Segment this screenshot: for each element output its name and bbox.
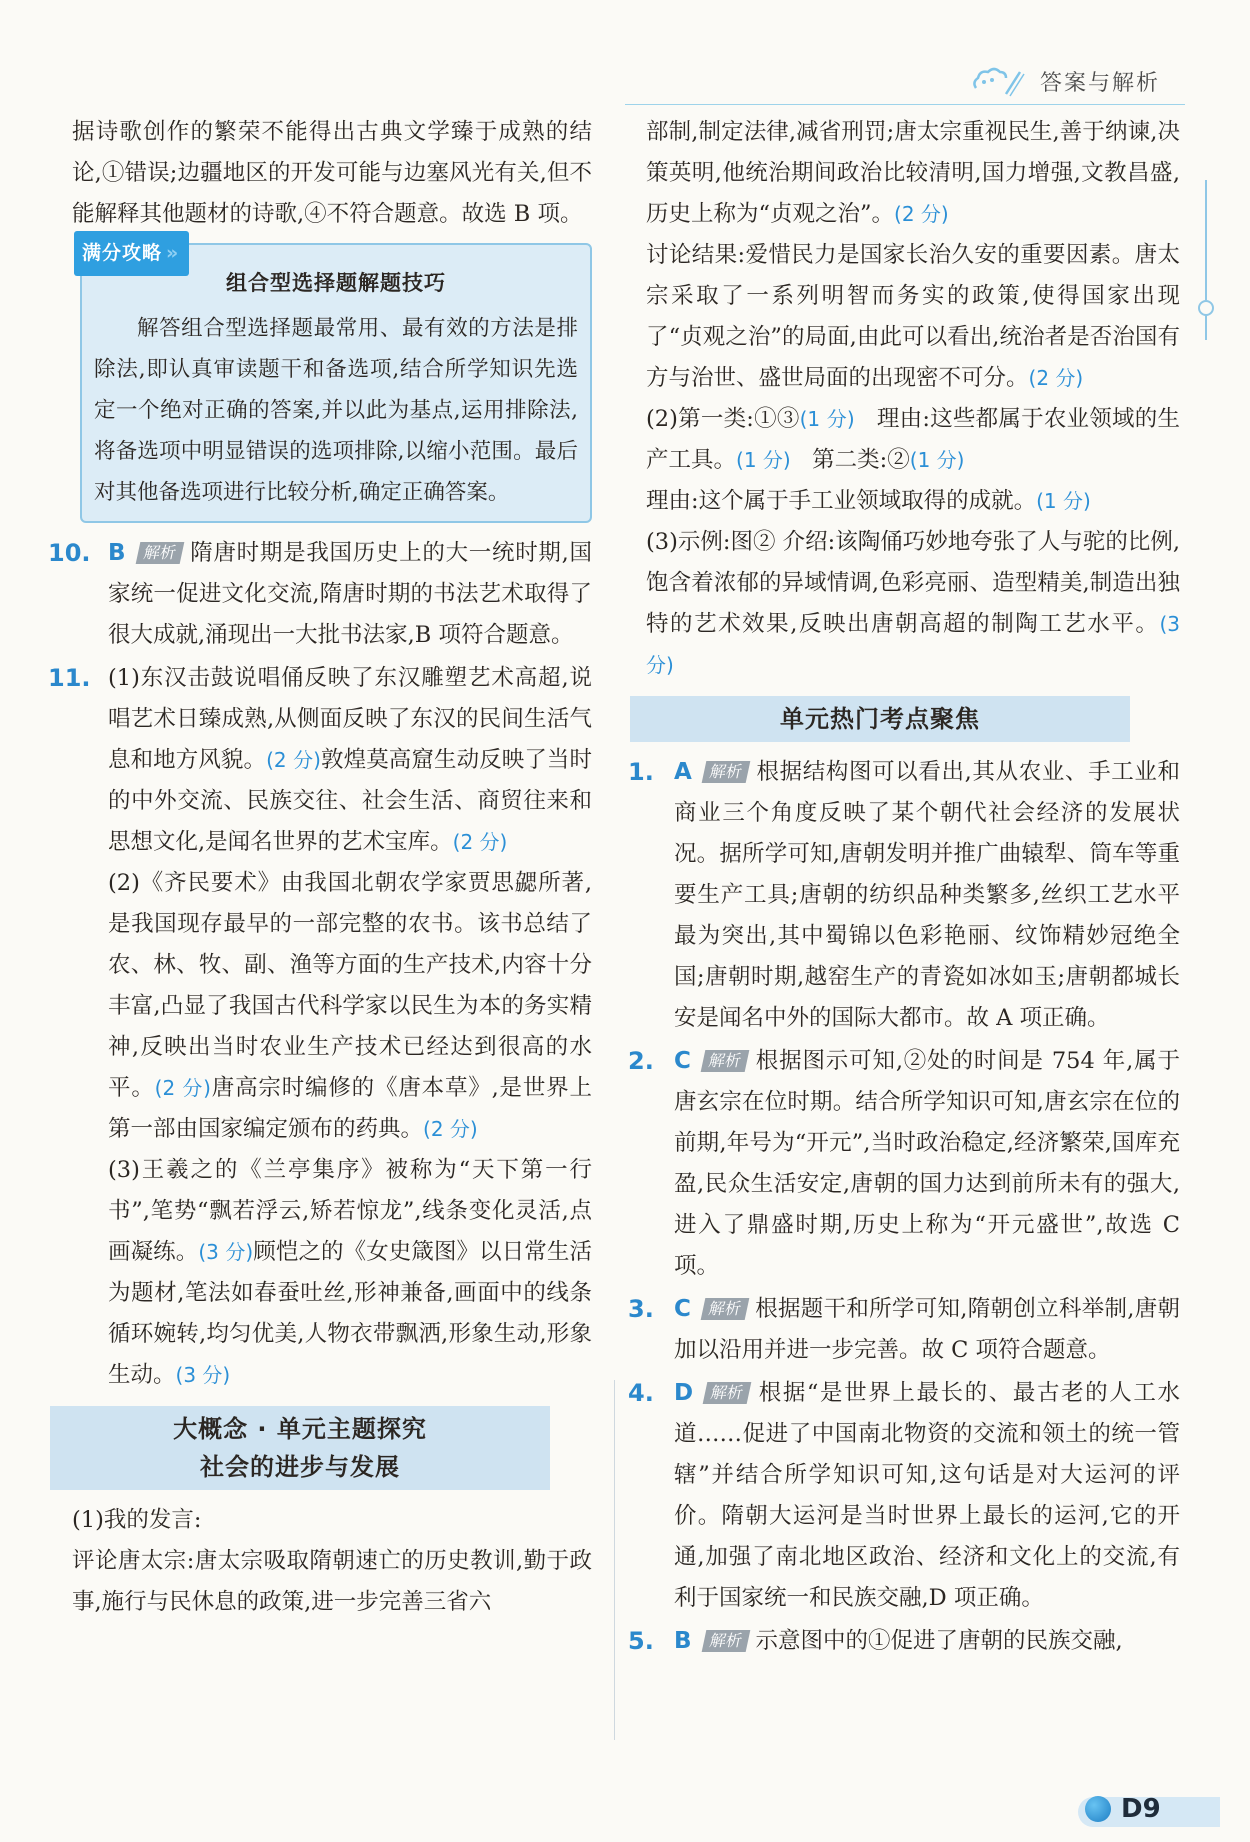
score: (2 分) [154,1076,211,1100]
tip-title: 组合型选择题解题技巧 [226,271,446,295]
question-number: 1. [628,758,654,786]
page-dot-icon [1085,1796,1111,1822]
header-title: 答案与解析 [1039,70,1160,96]
part2-second-text: 第二类:② [812,447,910,473]
hot-item-1 [628,752,1180,1039]
question-number: 2. [628,1047,654,1075]
q11-part3 [108,1150,592,1396]
tip-box [80,243,592,523]
left-column [48,112,592,1623]
part2-second-reason-text: 理由:这个属于手工业领域取得的成就。 [646,488,1037,514]
q11-p3-text: (3)王羲之的《兰亭集序》被称为“天下第一行书”,笔势“飘若浮云,矫若惊龙”,线条变化灵活,点画凝练。 [108,1157,592,1265]
score: (3 分) [175,1363,231,1387]
score: (3 分) [198,1240,254,1264]
speech-cont-text: 部制,制定法律,减省刑罚;唐太宗重视民生,善于纳谏,决策英明,他统治期间政治比较清明,国力增强,文教昌盛,历史上称为“贞观之治”。 [646,119,1180,227]
q9-continuation: 据诗歌创作的繁荣不能得出古典文学臻于成熟的结论,①错误;边疆地区的开发可能与边塞风光有关,但不能解释其他题材的诗歌,④不符合题意。故选 B 项。 [72,119,592,227]
score: (2 分) [423,1117,478,1141]
question-number: 4. [628,1379,654,1407]
question-number: 5. [628,1627,654,1655]
analysis-text: 示意图中的①促进了唐朝的民族交融, [755,1628,1123,1654]
hot-item-3 [628,1289,1180,1371]
part2-first [646,399,1180,481]
question-body [674,1289,1180,1371]
score: (2 分) [1028,366,1084,390]
hot-item-4 [628,1373,1180,1619]
question-body [108,533,592,656]
part3-text: (3)示例:图② 介绍:该陶俑巧妙地夸张了人与驼的比例,饱含着浓郁的异域情调,色彩亮丽、造型精美,制造出独特的艺术效果,反映出唐朝高超的制陶工艺水平。 [646,529,1180,637]
hot-item-5 [628,1621,1180,1662]
analysis-tag: 解析 [701,1298,750,1320]
answer-letter: B [108,540,126,566]
analysis-text: 根据“是世界上最长的、最古老的人工水道……促进了中国南北物资的交流和领土的统一管辖”并结合所学知识可知,这句话是对大运河的评价。隋朝大运河是当时世界上最长的运河,它的开通,加强了南北地区政治、经济和文化上的交流,有利于国家统一和民族交融,D 项正确。 [674,1380,1180,1611]
speech-continuation [646,112,1180,235]
question-body [674,1373,1180,1619]
q11-part2 [108,863,592,1150]
part2-second-reason [646,481,1180,522]
analysis-tag: 解析 [701,761,750,783]
question-10 [48,533,592,656]
q11-p2-text: (2)《齐民要术》由我国北朝农学家贾思勰所著,是我国现存最早的一部完整的农书。该书总结了农、林、牧、副、渔等方面的生产技术,内容十分丰富,凸显了我国古代科学家以民生为本的务实精神,反映出当时农业生产技术已经达到很高的水平。 [108,870,592,1101]
page-header [970,58,1160,104]
analysis-tag: 解析 [701,1630,750,1652]
score: (2 分) [452,830,508,854]
theme-banner-line1: 大概念 · 单元主题探究 [173,1415,427,1443]
question-number: 11. [48,664,91,692]
discussion-text: 讨论结果:爱惜民力是国家长治久安的重要因素。唐太宗采取了一系列明智而务实的政策,使得国家出现了“贞观之治”的局面,由此可以看出,统治者是否治国有方与治世、盛世局面的出现密不可分。 [646,242,1180,391]
q11-p3b-text: 顾恺之的《女史箴图》以日常生活为题材,笔法如春蚕吐丝,形神兼备,画面中的线条循环婉转,均匀优美,人物衣带飘洒,形象生动,形象生动。 [108,1239,592,1388]
answer-letter: A [674,759,692,785]
hot-topics-banner: 单元热门考点聚焦 [630,696,1130,742]
answer-letter: D [674,1380,694,1406]
q11-p1b-text: 敦煌莫高窟生动反映了当时的中外交流、民族交往、社会生活、商贸往来和思想文化,是闻名世界的艺术宝库。 [108,747,592,855]
page-number [1085,1794,1161,1824]
question-body [108,658,592,1396]
part2-first-reason: 理由:这些都属于农业领域的生产工具。 [646,406,1180,473]
question-body [674,1041,1180,1287]
discussion-result [646,235,1180,399]
score: (1 分) [736,448,791,472]
answer-letter: C [674,1048,691,1074]
q11-part1 [108,658,592,863]
question-body [674,752,1180,1039]
theme-banner-line2: 社会的进步与发展 [200,1453,400,1481]
score: (2 分) [266,748,321,772]
analysis-text: 隋唐时期是我国历史上的大一统时期,国家统一促进文化交流,隋唐时期的书法艺术取得了很大成就,涌现出一大批书法家,B 项符合题意。 [108,540,592,648]
header-rule [625,104,1185,105]
question-body [674,1621,1180,1662]
score: (1 分) [1036,489,1091,513]
speech-label: (1)我的发言: [72,1507,202,1533]
tip-badge: 满分攻略 » [74,231,189,276]
tip-text: 解答组合型选择题最常用、最有效的方法是排除法,即认真审读题干和备选项,结合所学知识先选定一个绝对正确的答案,并以此为基点,运用排除法,将备选项中明显错误的选项排除,以缩小范围。最后对其他备选项进行比较分析,确定正确答案。 [94,316,578,505]
analysis-text: 根据题干和所学可知,隋朝创立科举制,唐朝加以沿用并进一步完善。故 C 项符合题意。 [674,1296,1180,1363]
question-number: 10. [48,539,91,567]
part2-first-text: (2)第一类:①③ [646,406,800,432]
q11-p1-text: (1)东汉击鼓说唱俑反映了东汉雕塑艺术高超,说唱艺术日臻成熟,从侧面反映了东汉的民间生活气息和地方风貌。 [108,665,592,773]
theme-banner [50,1406,550,1490]
cloud-pencil-icon [970,64,1026,98]
part3 [646,522,1180,686]
analysis-tag: 解析 [135,542,184,564]
hot-item-2 [628,1041,1180,1287]
question-number: 3. [628,1295,654,1323]
score: (3 分) [646,612,1180,677]
analysis-tag: 解析 [701,1050,750,1072]
score: (2 分) [894,202,949,226]
analysis-text: 根据图示可知,②处的时间是 754 年,属于唐玄宗在位时期。结合所学知识可知,唐玄宗在位的前期,年号为“开元”,当时政治稳定,经济繁荣,国库充盈,民众生活安定,唐朝的国力达到前所未有的强大,进入了鼎盛时期,历史上称为“开元盛世”,故选 C 项。 [674,1048,1180,1279]
analysis-text: 根据结构图可以看出,其从农业、手工业和商业三个角度反映了某个朝代社会经济的发展状况。据所学可知,唐朝发明并推广曲辕犁、筒车等重要生产工具;唐朝的纺织品种类繁多,丝织工艺水平最为突出,其中蜀锦以色彩艳丽、纹饰精妙冠绝全国;唐朝时期,越窑生产的青瓷如冰如玉;唐朝都城长安是闻名中外的国际大都市。故 A 项正确。 [674,759,1180,1031]
answer-letter: B [674,1628,692,1654]
score: (1 分) [799,407,855,431]
score: (1 分) [909,448,965,472]
answer-letter: C [674,1296,691,1322]
question-11 [48,658,592,1396]
page-number-text: D9 [1121,1794,1161,1824]
right-column [628,112,1180,1662]
q11-p2b-text: 唐高宗时编修的《唐本草》,是世界上第一部由国家编定颁布的药典。 [108,1075,592,1142]
analysis-tag: 解析 [703,1382,752,1404]
speech-text: 评论唐太宗:唐太宗吸取隋朝速亡的历史教训,勤于政事,施行与民休息的政策,进一步完善三省六 [72,1548,592,1615]
key-icon [1196,180,1216,340]
column-divider [614,1380,615,1740]
